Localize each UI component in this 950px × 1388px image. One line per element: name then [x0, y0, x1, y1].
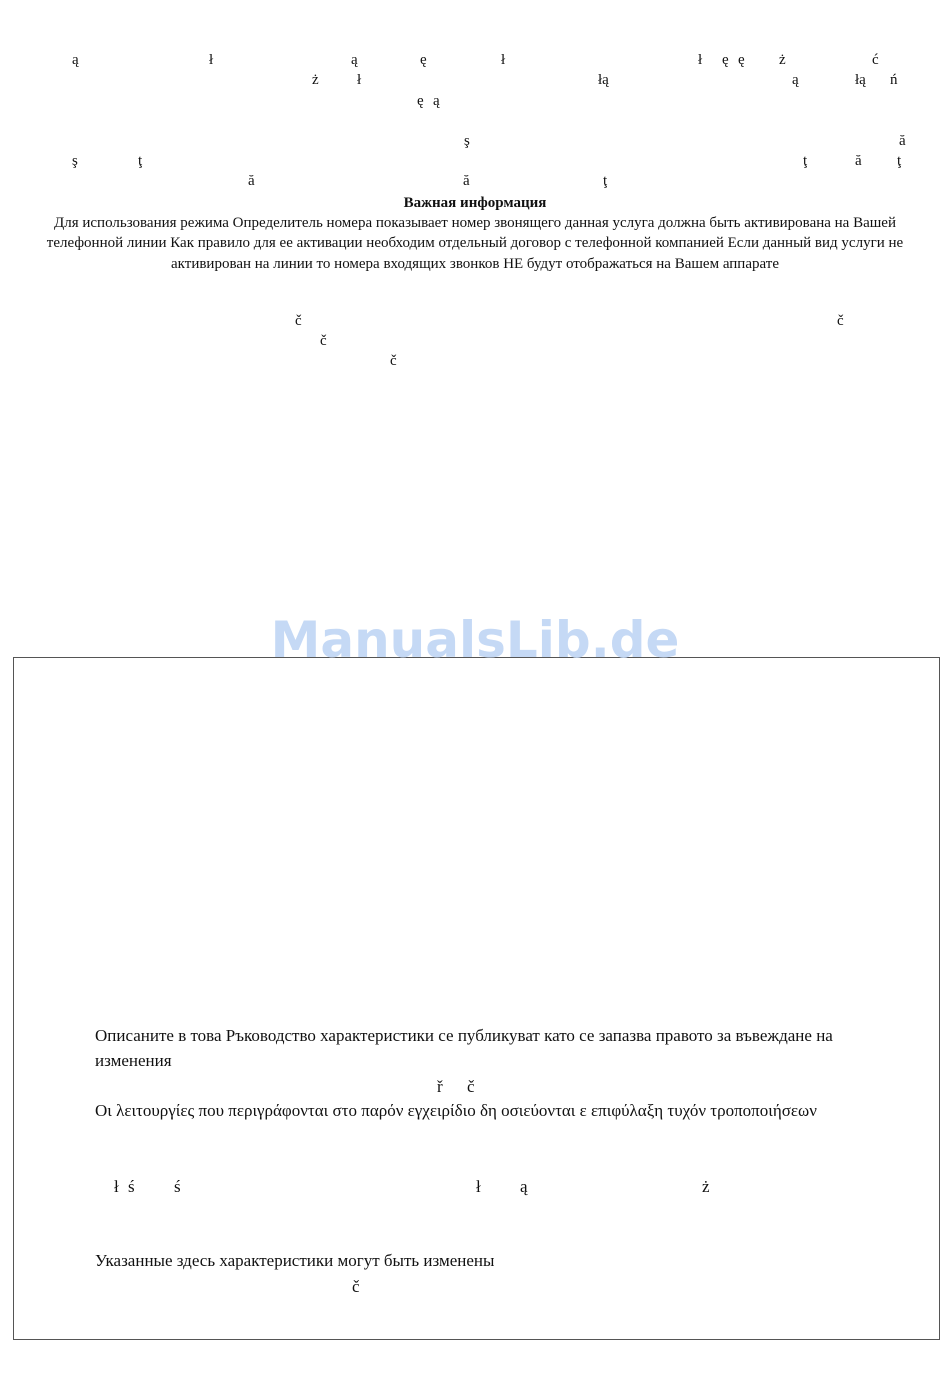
fragment-row-5: [0, 153, 950, 173]
fragment-glyph: ż: [779, 52, 786, 68]
fragment-glyph: ł: [209, 52, 214, 68]
fragment-glyph: ą: [433, 93, 440, 109]
fragment-row-3: [0, 93, 950, 113]
fragment-glyph: ă: [855, 153, 862, 169]
fragment-glyph: ł: [698, 52, 703, 68]
important-info-title: Важная информация: [403, 195, 547, 211]
fragment-glyph: ř: [437, 1077, 443, 1096]
fragment-row-1: [0, 52, 950, 72]
fragment-glyph: ł: [501, 52, 506, 68]
fragment-glyph: ş: [464, 133, 470, 149]
fragment-glyph: łą: [598, 72, 609, 88]
fragment-glyph: č: [320, 333, 327, 349]
fragment-row-8: [0, 333, 950, 353]
fragment-glyph: ś: [128, 1177, 135, 1196]
notice-polish-fragments: [1, 1177, 950, 1197]
fragment-row-9: [0, 353, 950, 373]
fragment-glyph: ę: [722, 52, 729, 68]
fragment-glyph: č: [837, 313, 844, 329]
fragment-glyph: ł: [476, 1177, 481, 1196]
fragment-glyph: ş: [72, 153, 78, 169]
notice-bulgarian: Описаните в това Ръководство характеристики се публикуват като се запазва правото за въвеждане на изменения: [95, 1026, 833, 1070]
fragment-glyph: č: [295, 313, 302, 329]
fragment-glyph: ą: [351, 52, 358, 68]
fragment-glyph: ę: [738, 52, 745, 68]
notice-russian: Указанные здесь характеристики могут быть изменены: [95, 1251, 495, 1270]
fragment-glyph: ć: [872, 52, 879, 68]
fragment-glyph: łą: [855, 72, 866, 88]
fragment-glyph: ă: [899, 133, 906, 149]
fragment-glyph: ţ: [897, 153, 902, 169]
important-info-body: Для использования режима Определитель номера показывает номер звонящего данная услуга должна быть активирована на Вашей телефонной линии Как правило для ее активации необходим отдельный договор с телефонной компанией Если данный вид услуги не активирован на линии то номера входящих звонков НЕ будут отображаться на Вашем аппарате: [46, 215, 904, 272]
fragment-glyph: ż: [312, 72, 319, 88]
fragment-glyph: ă: [248, 173, 255, 189]
fragment-row-2: [0, 72, 950, 92]
fragment-glyph: ń: [890, 72, 898, 88]
fragment-glyph: ł: [357, 72, 362, 88]
fragment-glyph: ą: [792, 72, 799, 88]
fragment-glyph: ţ: [603, 173, 608, 189]
fragment-glyph: ż: [702, 1177, 710, 1196]
notice-greek: Οι λειτουργίες που περιγράφονται στο παρόν εγχειρίδιο δη οσιεύονται ε επιφύλαξη τυχόν τροποποιήσεων: [95, 1101, 817, 1120]
fragment-row-7: [0, 313, 950, 333]
fragment-glyph: ą: [520, 1177, 528, 1196]
fragment-row-4: [0, 133, 950, 153]
fragment-glyph: ę: [417, 93, 424, 109]
notice-box: [13, 657, 940, 1340]
notice-slovak-fragments: [1, 1277, 950, 1297]
fragment-glyph: ł: [114, 1177, 119, 1196]
fragment-glyph: ę: [420, 52, 427, 68]
watermark-logo: ManualsLib.de: [270, 611, 680, 669]
fragment-glyph: ś: [174, 1177, 181, 1196]
fragment-glyph: č: [352, 1277, 360, 1296]
fragment-glyph: č: [467, 1077, 475, 1096]
fragment-glyph: ą: [72, 52, 79, 68]
fragment-glyph: ţ: [803, 153, 808, 169]
fragment-row-6: [0, 173, 950, 193]
fragment-glyph: ţ: [138, 153, 143, 169]
notice-czech-fragments: [1, 1077, 950, 1097]
fragment-glyph: č: [390, 353, 397, 369]
fragment-glyph: ă: [463, 173, 470, 189]
